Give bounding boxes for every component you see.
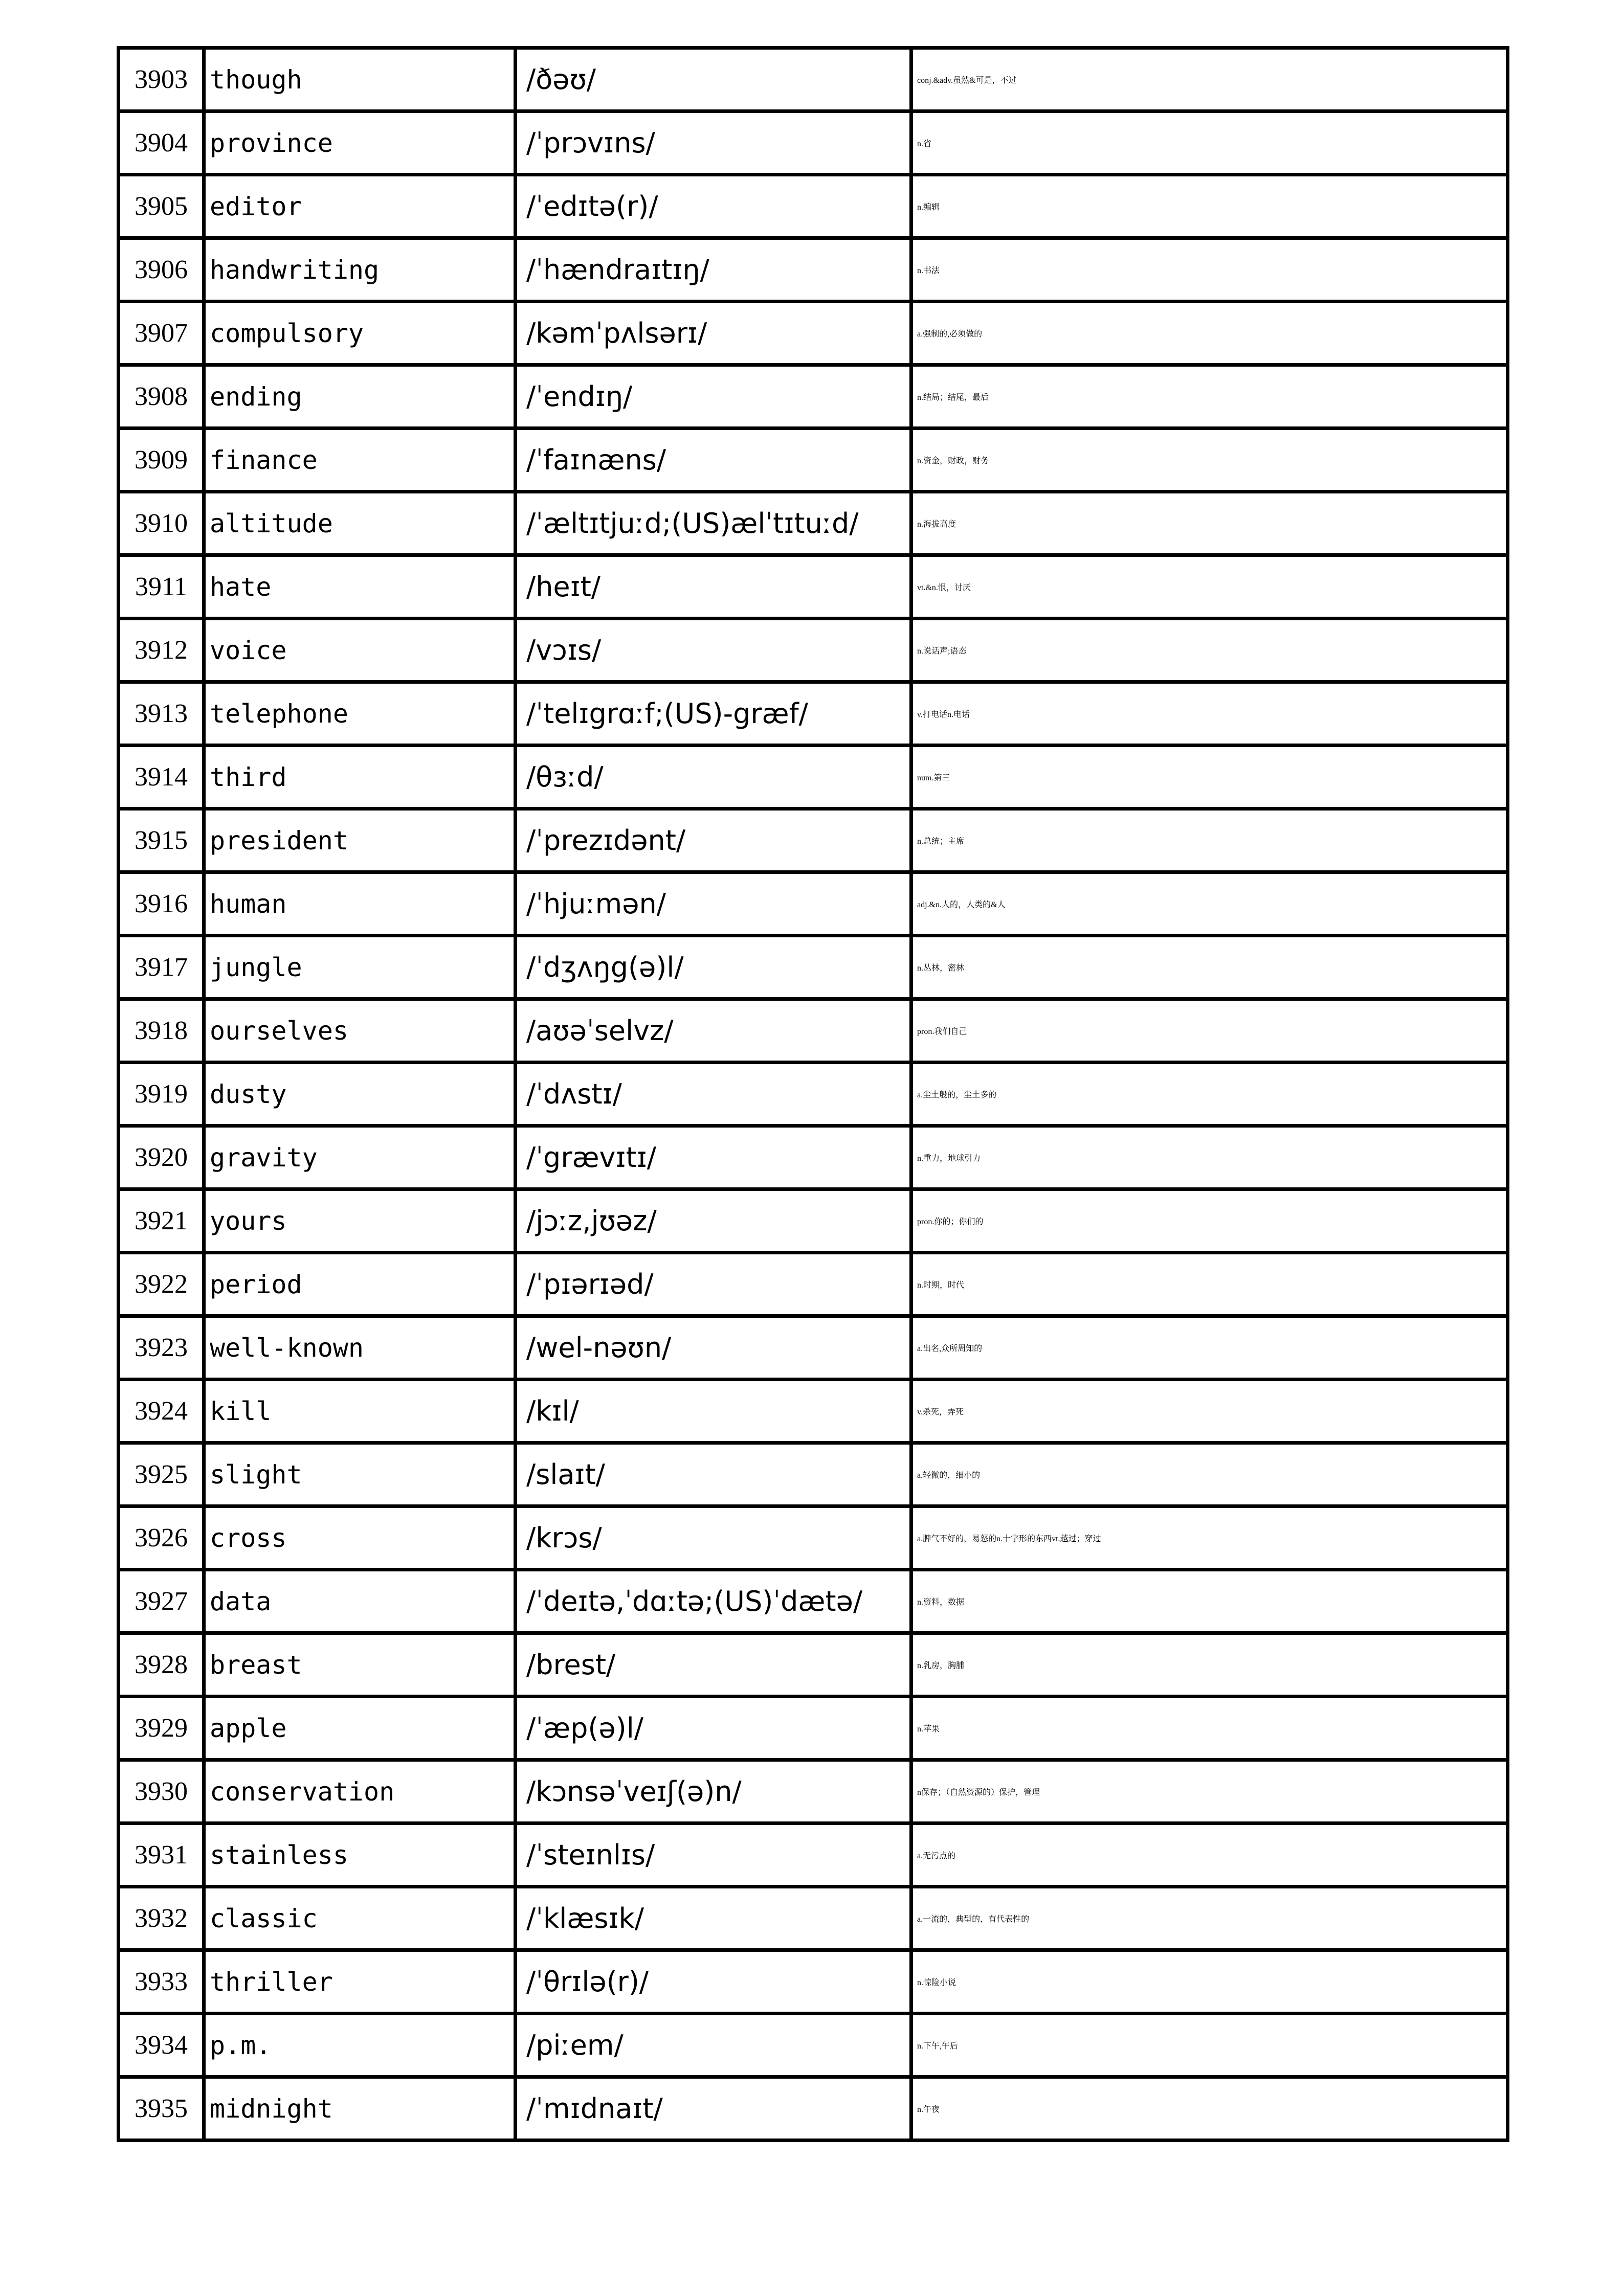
english-word: ending [204,365,516,429]
word-number: 3921 [119,1189,204,1253]
table-row [119,302,1508,365]
table-row [119,429,1508,492]
word-number: 3918 [119,999,204,1063]
english-word: hate [204,555,516,619]
word-number: 3905 [119,175,204,238]
table-row [119,872,1508,936]
chinese-meaning: a.轻微的，细小的 [911,1443,1508,1506]
table-row [119,1506,1508,1570]
phonetic-transcription: /brest/ [516,1633,911,1697]
phonetic-transcription: /aʊəˈselvz/ [516,999,911,1063]
word-number: 3925 [119,1443,204,1506]
chinese-meaning: v.杀死，弄死 [911,1380,1508,1443]
phonetic-transcription: /ˈprezɪdənt/ [516,809,911,872]
word-number: 3931 [119,1824,204,1887]
english-word: period [204,1253,516,1316]
table-row [119,999,1508,1063]
chinese-meaning: n.书法 [911,238,1508,302]
english-word: midnight [204,2077,516,2141]
word-number: 3920 [119,1126,204,1189]
phonetic-transcription: /ˈprɔvɪns/ [516,111,911,175]
chinese-meaning: a.强制的,必须做的 [911,302,1508,365]
chinese-meaning: a.出名,众所周知的 [911,1316,1508,1380]
english-word: well-known [204,1316,516,1380]
word-number: 3911 [119,555,204,619]
chinese-meaning: pron.你的；你们的 [911,1189,1508,1253]
english-word: data [204,1570,516,1633]
word-number: 3903 [119,48,204,111]
word-number: 3912 [119,619,204,682]
english-word: handwriting [204,238,516,302]
table-row [119,1063,1508,1126]
chinese-meaning: n.乳房，胸脯 [911,1633,1508,1697]
chinese-meaning: a.脾气不好的，易怒的n.十字形的东西vt.越过；穿过 [911,1506,1508,1570]
word-number: 3927 [119,1570,204,1633]
word-number: 3914 [119,746,204,809]
phonetic-transcription: /vɔɪs/ [516,619,911,682]
english-word: president [204,809,516,872]
phonetic-transcription: /heɪt/ [516,555,911,619]
english-word: voice [204,619,516,682]
chinese-meaning: n.总统；主席 [911,809,1508,872]
table-row [119,746,1508,809]
word-number: 3906 [119,238,204,302]
english-word: compulsory [204,302,516,365]
phonetic-transcription: /wel-nəʊn/ [516,1316,911,1380]
table-row [119,1824,1508,1887]
table-row [119,2014,1508,2077]
chinese-meaning: n.午夜 [911,2077,1508,2141]
phonetic-transcription: /ˈpɪərɪəd/ [516,1253,911,1316]
word-number: 3924 [119,1380,204,1443]
chinese-meaning: n.苹果 [911,1697,1508,1760]
word-number: 3935 [119,2077,204,2141]
table-row [119,1570,1508,1633]
phonetic-transcription: /ˈhjuːmən/ [516,872,911,936]
phonetic-transcription: /ˈgrævɪtɪ/ [516,1126,911,1189]
phonetic-transcription: /ˈæp(ə)l/ [516,1697,911,1760]
phonetic-transcription: /θɜːd/ [516,746,911,809]
table-row [119,1380,1508,1443]
table-row [119,1633,1508,1697]
english-word: editor [204,175,516,238]
english-word: finance [204,429,516,492]
chinese-meaning: n.编辑 [911,175,1508,238]
phonetic-transcription: /piːem/ [516,2014,911,2077]
phonetic-transcription: /slaɪt/ [516,1443,911,1506]
chinese-meaning: a.尘土般的，尘土多的 [911,1063,1508,1126]
word-number: 3930 [119,1760,204,1824]
english-word: gravity [204,1126,516,1189]
word-number: 3913 [119,682,204,746]
table-row [119,365,1508,429]
table-row [119,2077,1508,2141]
chinese-meaning: n.资金，财政，财务 [911,429,1508,492]
english-word: conservation [204,1760,516,1824]
word-number: 3934 [119,2014,204,2077]
word-number: 3928 [119,1633,204,1697]
chinese-meaning: v.打电话n.电话 [911,682,1508,746]
english-word: slight [204,1443,516,1506]
word-number: 3923 [119,1316,204,1380]
chinese-meaning: n.资料，数据 [911,1570,1508,1633]
word-number: 3929 [119,1697,204,1760]
word-number: 3916 [119,872,204,936]
english-word: telephone [204,682,516,746]
word-number: 3908 [119,365,204,429]
english-word: province [204,111,516,175]
phonetic-transcription: /ðəʊ/ [516,48,911,111]
chinese-meaning: n.结局；结尾，最后 [911,365,1508,429]
phonetic-transcription: /kəmˈpʌlsərɪ/ [516,302,911,365]
chinese-meaning: n.时期，时代 [911,1253,1508,1316]
phonetic-transcription: /ˈmɪdnaɪt/ [516,2077,911,2141]
table-row [119,682,1508,746]
phonetic-transcription: /kɔnsəˈveɪʃ(ə)n/ [516,1760,911,1824]
english-word: ourselves [204,999,516,1063]
chinese-meaning: a.一流的，典型的，有代表性的 [911,1887,1508,1950]
phonetic-transcription: /kɪl/ [516,1380,911,1443]
table-row [119,175,1508,238]
word-number: 3904 [119,111,204,175]
english-word: stainless [204,1824,516,1887]
chinese-meaning: adj.&n.人的，人类的&人 [911,872,1508,936]
chinese-meaning: n.下午,午后 [911,2014,1508,2077]
table-row [119,619,1508,682]
english-word: thriller [204,1950,516,2014]
chinese-meaning: n.惊险小说 [911,1950,1508,2014]
phonetic-transcription: /ˈtelɪgrɑːf;(US)-græf/ [516,682,911,746]
phonetic-transcription: /ˈdeɪtə,ˈdɑːtə;(US)ˈdætə/ [516,1570,911,1633]
word-number: 3919 [119,1063,204,1126]
phonetic-transcription: /ˈdʌstɪ/ [516,1063,911,1126]
table-row [119,238,1508,302]
table-row [119,1443,1508,1506]
word-number: 3933 [119,1950,204,2014]
english-word: human [204,872,516,936]
english-word: kill [204,1380,516,1443]
table-row [119,809,1508,872]
table-row [119,1760,1508,1824]
chinese-meaning: num.第三 [911,746,1508,809]
phonetic-transcription: /ˈendɪŋ/ [516,365,911,429]
english-word: jungle [204,936,516,999]
table-row [119,1316,1508,1380]
table-row [119,492,1508,555]
chinese-meaning: n.说话声;语态 [911,619,1508,682]
table-row [119,111,1508,175]
table-row [119,1950,1508,2014]
phonetic-transcription: /krɔs/ [516,1506,911,1570]
chinese-meaning: vt.&n.恨，讨厌 [911,555,1508,619]
english-word: classic [204,1887,516,1950]
table-row [119,48,1508,111]
phonetic-transcription: /ˈhændraɪtɪŋ/ [516,238,911,302]
english-word: third [204,746,516,809]
chinese-meaning: conj.&adv.虽然&可是，不过 [911,48,1508,111]
word-number: 3917 [119,936,204,999]
english-word: though [204,48,516,111]
table-row [119,1697,1508,1760]
chinese-meaning: a.无污点的 [911,1824,1508,1887]
phonetic-transcription: /ˈedɪtə(r)/ [516,175,911,238]
chinese-meaning: n.海拔高度 [911,492,1508,555]
table-row [119,1253,1508,1316]
chinese-meaning: n保存；（自然资源的）保护，管理 [911,1760,1508,1824]
word-number: 3922 [119,1253,204,1316]
chinese-meaning: n.丛林，密林 [911,936,1508,999]
english-word: breast [204,1633,516,1697]
phonetic-transcription: /ˈθrɪlə(r)/ [516,1950,911,2014]
english-word: dusty [204,1063,516,1126]
table-row [119,936,1508,999]
vocabulary-table [117,46,1509,2142]
word-number: 3915 [119,809,204,872]
phonetic-transcription: /ˈæltɪtjuːd;(US)ælˈtɪtuːd/ [516,492,911,555]
vocabulary-table-body [119,48,1508,2141]
table-row [119,555,1508,619]
word-number: 3910 [119,492,204,555]
word-number: 3909 [119,429,204,492]
english-word: altitude [204,492,516,555]
phonetic-transcription: /ˈsteɪnlɪs/ [516,1824,911,1887]
chinese-meaning: n.重力，地球引力 [911,1126,1508,1189]
phonetic-transcription: /ˈklæsɪk/ [516,1887,911,1950]
english-word: p.m. [204,2014,516,2077]
word-number: 3926 [119,1506,204,1570]
word-number: 3932 [119,1887,204,1950]
table-row [119,1189,1508,1253]
english-word: cross [204,1506,516,1570]
english-word: apple [204,1697,516,1760]
table-row [119,1126,1508,1189]
chinese-meaning: pron.我们自己 [911,999,1508,1063]
phonetic-transcription: /jɔːz,jʊəz/ [516,1189,911,1253]
word-number: 3907 [119,302,204,365]
chinese-meaning: n.省 [911,111,1508,175]
english-word: yours [204,1189,516,1253]
phonetic-transcription: /ˈdʒʌŋg(ə)l/ [516,936,911,999]
table-row [119,1887,1508,1950]
phonetic-transcription: /ˈfaɪnæns/ [516,429,911,492]
